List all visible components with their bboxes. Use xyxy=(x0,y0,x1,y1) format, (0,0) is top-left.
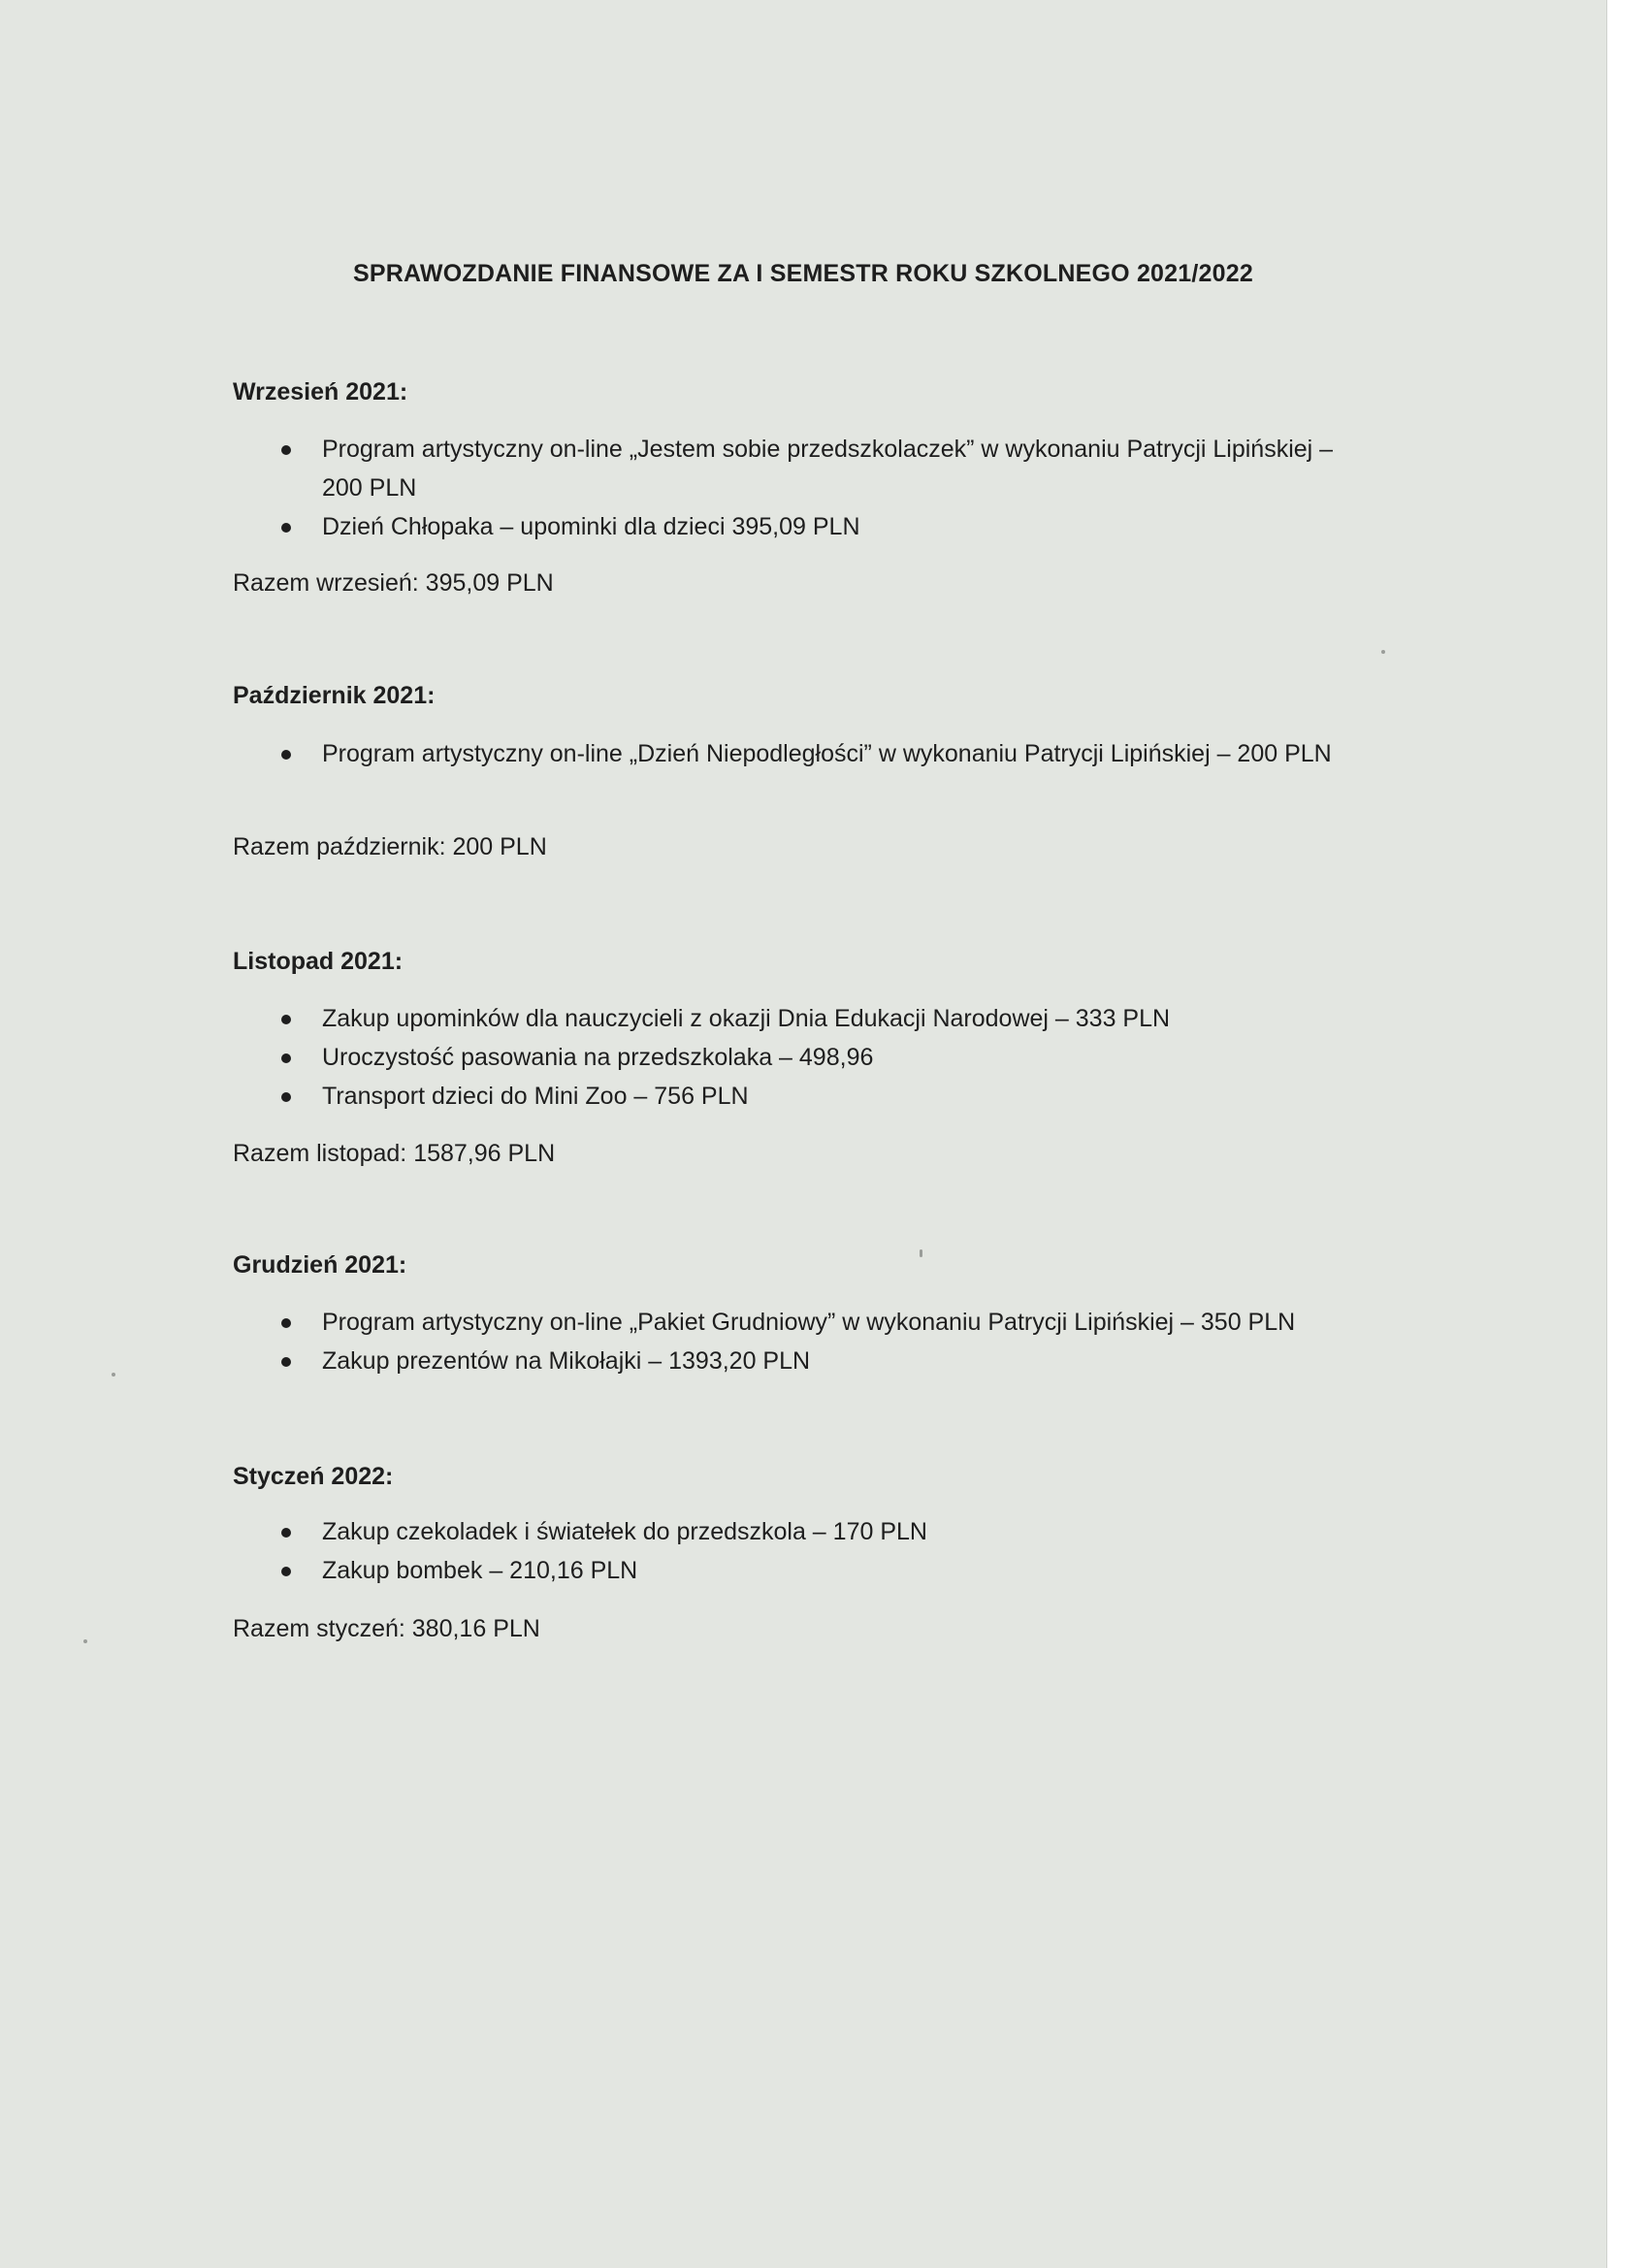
list-item xyxy=(233,1038,1397,1077)
total-wrzesien: Razem wrzesień: 395,09 PLN xyxy=(233,569,554,597)
month-heading-listopad: Listopad 2021: xyxy=(233,948,404,975)
scan-speck xyxy=(920,1249,922,1257)
total-pazdziernik: Razem październik: 200 PLN xyxy=(233,833,547,860)
bullet-icon xyxy=(281,1528,291,1538)
list-item xyxy=(233,1342,1397,1380)
list-item xyxy=(233,734,1358,773)
item-text: Zakup bombek – 210,16 PLN xyxy=(322,1557,638,1584)
item-text: Program artystyczny on-line „Jestem sobie przedszkolaczek” w wykonaniu Patrycji Lipińskiej – 200 PLN xyxy=(322,436,1334,502)
month-heading-grudzien: Grudzień 2021: xyxy=(233,1251,407,1279)
bullet-icon xyxy=(281,1015,291,1024)
items-list-wrzesien xyxy=(233,430,1377,546)
list-item xyxy=(233,999,1397,1038)
scan-speck xyxy=(1381,650,1385,654)
list-item xyxy=(233,1551,1397,1590)
document-title: SPRAWOZDANIE FINANSOWE ZA I SEMESTR ROKU SZKOLNEGO 2021/2022 xyxy=(353,260,1253,287)
list-item xyxy=(233,430,1377,507)
item-text: Transport dzieci do Mini Zoo – 756 PLN xyxy=(322,1083,749,1110)
total-listopad: Razem listopad: 1587,96 PLN xyxy=(233,1140,556,1167)
item-text: Zakup upominków dla nauczycieli z okazji Dnia Edukacji Narodowej – 333 PLN xyxy=(322,1005,1171,1032)
month-heading-styczen: Styczeń 2022: xyxy=(233,1463,394,1490)
item-text: Zakup prezentów na Mikołajki – 1393,20 PLN xyxy=(322,1347,811,1375)
list-item xyxy=(233,1077,1397,1116)
bullet-icon xyxy=(281,1357,291,1367)
items-list-listopad xyxy=(233,999,1397,1116)
bullet-icon xyxy=(281,1318,291,1328)
list-item xyxy=(233,507,1377,546)
items-list-styczen xyxy=(233,1512,1397,1590)
bullet-icon xyxy=(281,445,291,455)
scan-edge xyxy=(1606,0,1649,2268)
bullet-icon xyxy=(281,750,291,760)
item-text: Zakup czekoladek i światełek do przedszkola – 170 PLN xyxy=(322,1518,927,1545)
list-item xyxy=(233,1303,1397,1342)
item-text: Dzień Chłopaka – upominki dla dzieci 395,09 PLN xyxy=(322,513,860,540)
scan-speck xyxy=(83,1639,87,1643)
item-text: Uroczystość pasowania na przedszkolaka – 498,96 xyxy=(322,1044,874,1071)
item-text: Program artystyczny on-line „Dzień Niepodległości” w wykonaniu Patrycji Lipińskiej – 200 PLN xyxy=(322,740,1332,767)
items-list-grudzien xyxy=(233,1303,1397,1380)
total-styczen: Razem styczeń: 380,16 PLN xyxy=(233,1615,540,1642)
bullet-icon xyxy=(281,1053,291,1063)
bullet-icon xyxy=(281,523,291,533)
items-list-pazdziernik xyxy=(233,734,1358,773)
month-heading-wrzesien: Wrzesień 2021: xyxy=(233,378,408,405)
bullet-icon xyxy=(281,1567,291,1576)
list-item xyxy=(233,1512,1397,1551)
item-text: Program artystyczny on-line „Pakiet Grudniowy” w wykonaniu Patrycji Lipińskiej – 350 PLN xyxy=(322,1309,1296,1336)
bullet-icon xyxy=(281,1092,291,1102)
scan-speck xyxy=(112,1373,115,1377)
month-heading-pazdziernik: Październik 2021: xyxy=(233,682,436,709)
